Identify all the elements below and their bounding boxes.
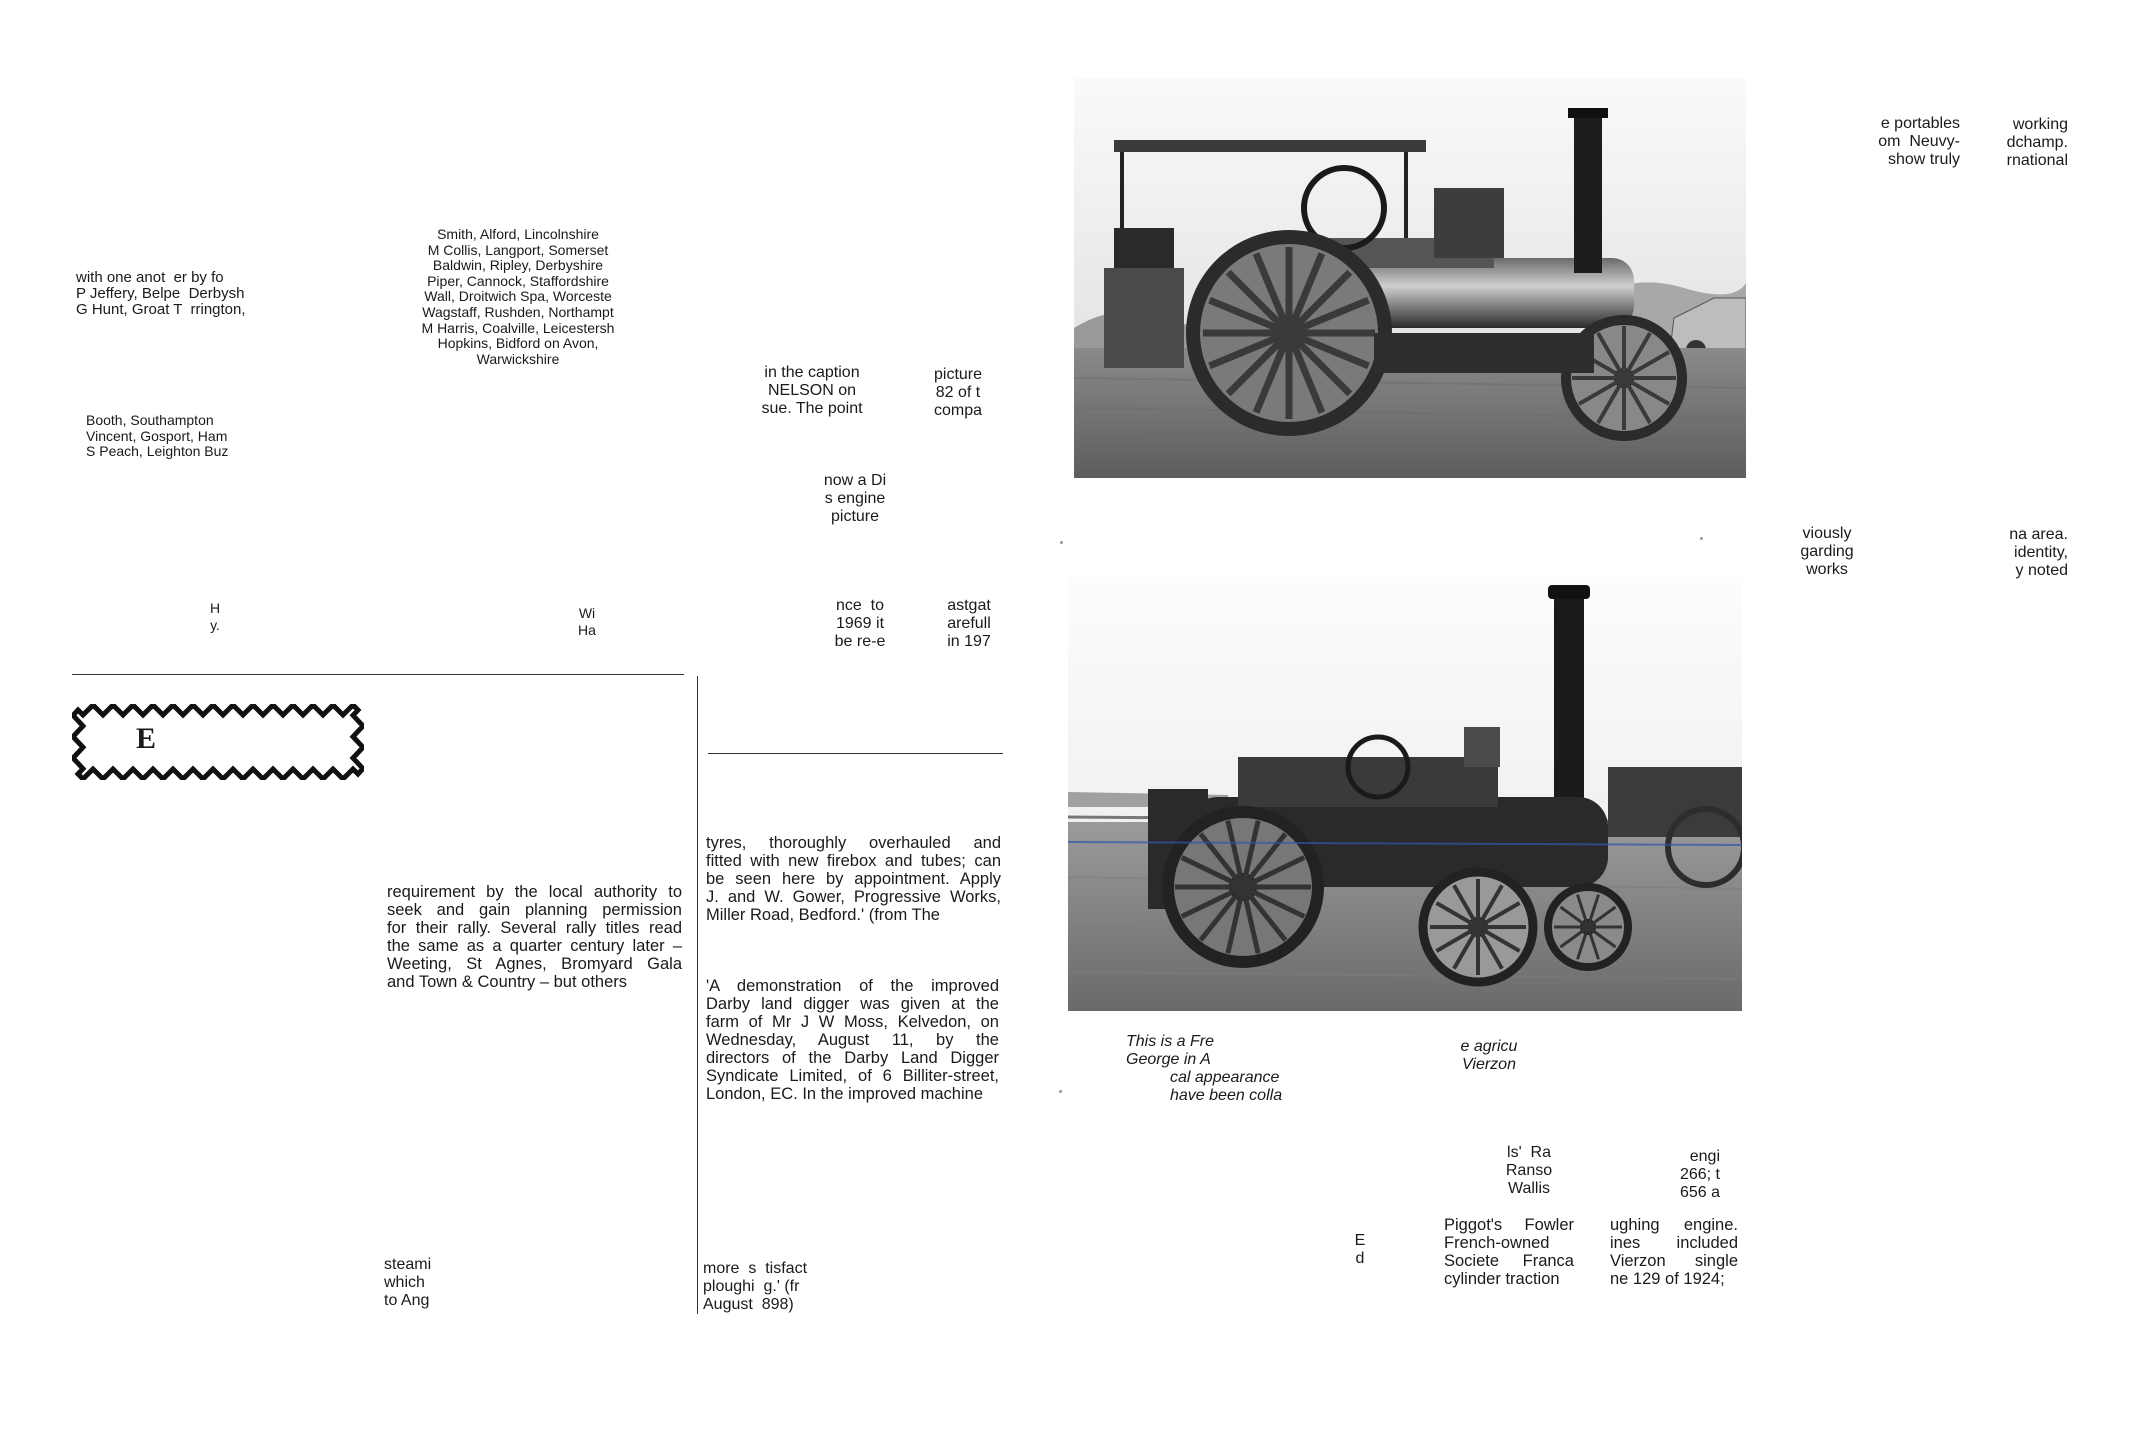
paragraph-line: for their rally. Several rally titles read — [387, 919, 682, 937]
paragraph-piggot-left — [1444, 1216, 1574, 1288]
paragraph-line: requirement by the local authority to — [387, 883, 682, 901]
paragraph-line: farm of Mr J W Moss, Kelvedon, on — [706, 1013, 999, 1031]
paragraph-darby — [706, 977, 999, 1103]
paragraph-line: Vierzon single — [1610, 1252, 1738, 1270]
fragment-engi: engi 266; t 656 a — [1679, 1148, 1720, 1201]
paragraph-line: Syndicate Limited, of 6 Billiter-street, — [706, 1067, 999, 1085]
paragraph-line: fitted with new firebox and tubes; can — [706, 852, 1001, 870]
paragraph-line: tyres, thoroughly overhauled and — [706, 834, 1001, 852]
paragraph-line: Weeting, St Agnes, Bromyard Gala — [387, 955, 682, 973]
paragraph-line: ughing engine. — [1610, 1216, 1738, 1234]
fragment-more: more s tisfact ploughi g.' (fr August 898) — [703, 1260, 808, 1313]
caption-fre: This is a Fre George in A — [1126, 1033, 1215, 1068]
caption-agricu: e agricu Vierzon — [1460, 1038, 1518, 1073]
name-list-a: with one anot er by fo P Jeffery, Belpe Derbysh G Hunt, Groat T rrington, — [76, 269, 246, 318]
paragraph-line: seek and gain planning permission — [387, 901, 682, 919]
fragment-now-a: now a Di s engine picture — [823, 472, 887, 525]
paragraph-line: Wednesday, August 11, by the — [706, 1031, 999, 1049]
paragraph-line: and Town & Country – but others — [387, 973, 628, 991]
fragment-e-d: E d — [1354, 1232, 1366, 1267]
divider-left — [72, 674, 684, 675]
fragment-caption-a: in the caption NELSON on sue. The point — [761, 364, 863, 417]
paragraph-line: be seen here by appointment. Apply — [706, 870, 1001, 888]
paragraph-line: cylinder traction — [1444, 1270, 1560, 1288]
paragraph-line: 'A demonstration of the improved — [706, 977, 999, 995]
section-heading-box — [72, 704, 364, 780]
fragment-working: working dchamp. rnational — [2006, 116, 2068, 169]
paragraph-line: J. and W. Gower, Progressive Works, — [706, 888, 1001, 906]
name-list-b: Booth, Southampton Vincent, Gosport, Ham S Peach, Leighton Buz — [86, 412, 229, 460]
column-rule — [697, 676, 698, 1314]
paragraph-line: London, EC. In the improved machine — [706, 1085, 983, 1103]
fragment-astgat: astgat arefull in 197 — [947, 597, 991, 650]
fragment-wi: Wi Ha — [578, 605, 596, 638]
traction-engine-photo — [1074, 78, 1746, 478]
fragment-na-area: na area. identity, y noted — [2009, 526, 2068, 579]
paragraph-line: Miller Road, Bedford.' (from The — [706, 906, 940, 924]
paragraph-line: the same as a quarter century later – — [387, 937, 682, 955]
scan-speck — [1059, 1090, 1062, 1093]
fragment-caption-b: picture 82 of t compa — [933, 366, 983, 419]
fragment-ls-ra: ls' Ra Ranso Wallis — [1505, 1144, 1553, 1197]
paragraph-line: Societe Franca — [1444, 1252, 1574, 1270]
portable-engine-photo — [1068, 577, 1742, 1011]
fragment-h: H y. — [209, 600, 221, 633]
scan-speck — [1700, 537, 1703, 540]
heading-letter: E — [136, 722, 157, 755]
name-list-c: Smith, Alford, Lincolnshire M Collis, Langport, Somerset Baldwin, Ripley, Derbyshire Piper, Cannock, Staffordshire Wall, Droitwich Spa, Worceste Wagstaff, Rushden, Northampt M Harris, Coalville, Leicestersh Hopkins, Bidford on Avon, Warwickshire — [421, 226, 615, 367]
paragraph-line: Darby land digger was given at the — [706, 995, 999, 1013]
divider-centre — [708, 753, 1003, 754]
paragraph-tyres — [706, 834, 1001, 924]
fragment-steami: steami which to Ang — [384, 1256, 432, 1309]
paragraph-line: ines included — [1610, 1234, 1738, 1252]
fragment-viously: viously garding works — [1800, 525, 1854, 578]
paragraph-line: French-owned — [1444, 1234, 1550, 1252]
paragraph-line: directors of the Darby Land Digger — [706, 1049, 999, 1067]
caption-cal: cal appearance have been colla — [1170, 1069, 1283, 1104]
paragraph-line: ne 129 of 1924; — [1610, 1270, 1725, 1288]
fragment-portables: e portables om Neuvy- show truly — [1878, 115, 1960, 168]
paragraph-rally — [387, 883, 682, 991]
paragraph-piggot-right — [1610, 1216, 1738, 1288]
fragment-nce-to: nce to 1969 it be re-e — [834, 597, 886, 650]
paragraph-line: Piggot's Fowler — [1444, 1216, 1574, 1234]
scan-speck — [1060, 541, 1063, 544]
